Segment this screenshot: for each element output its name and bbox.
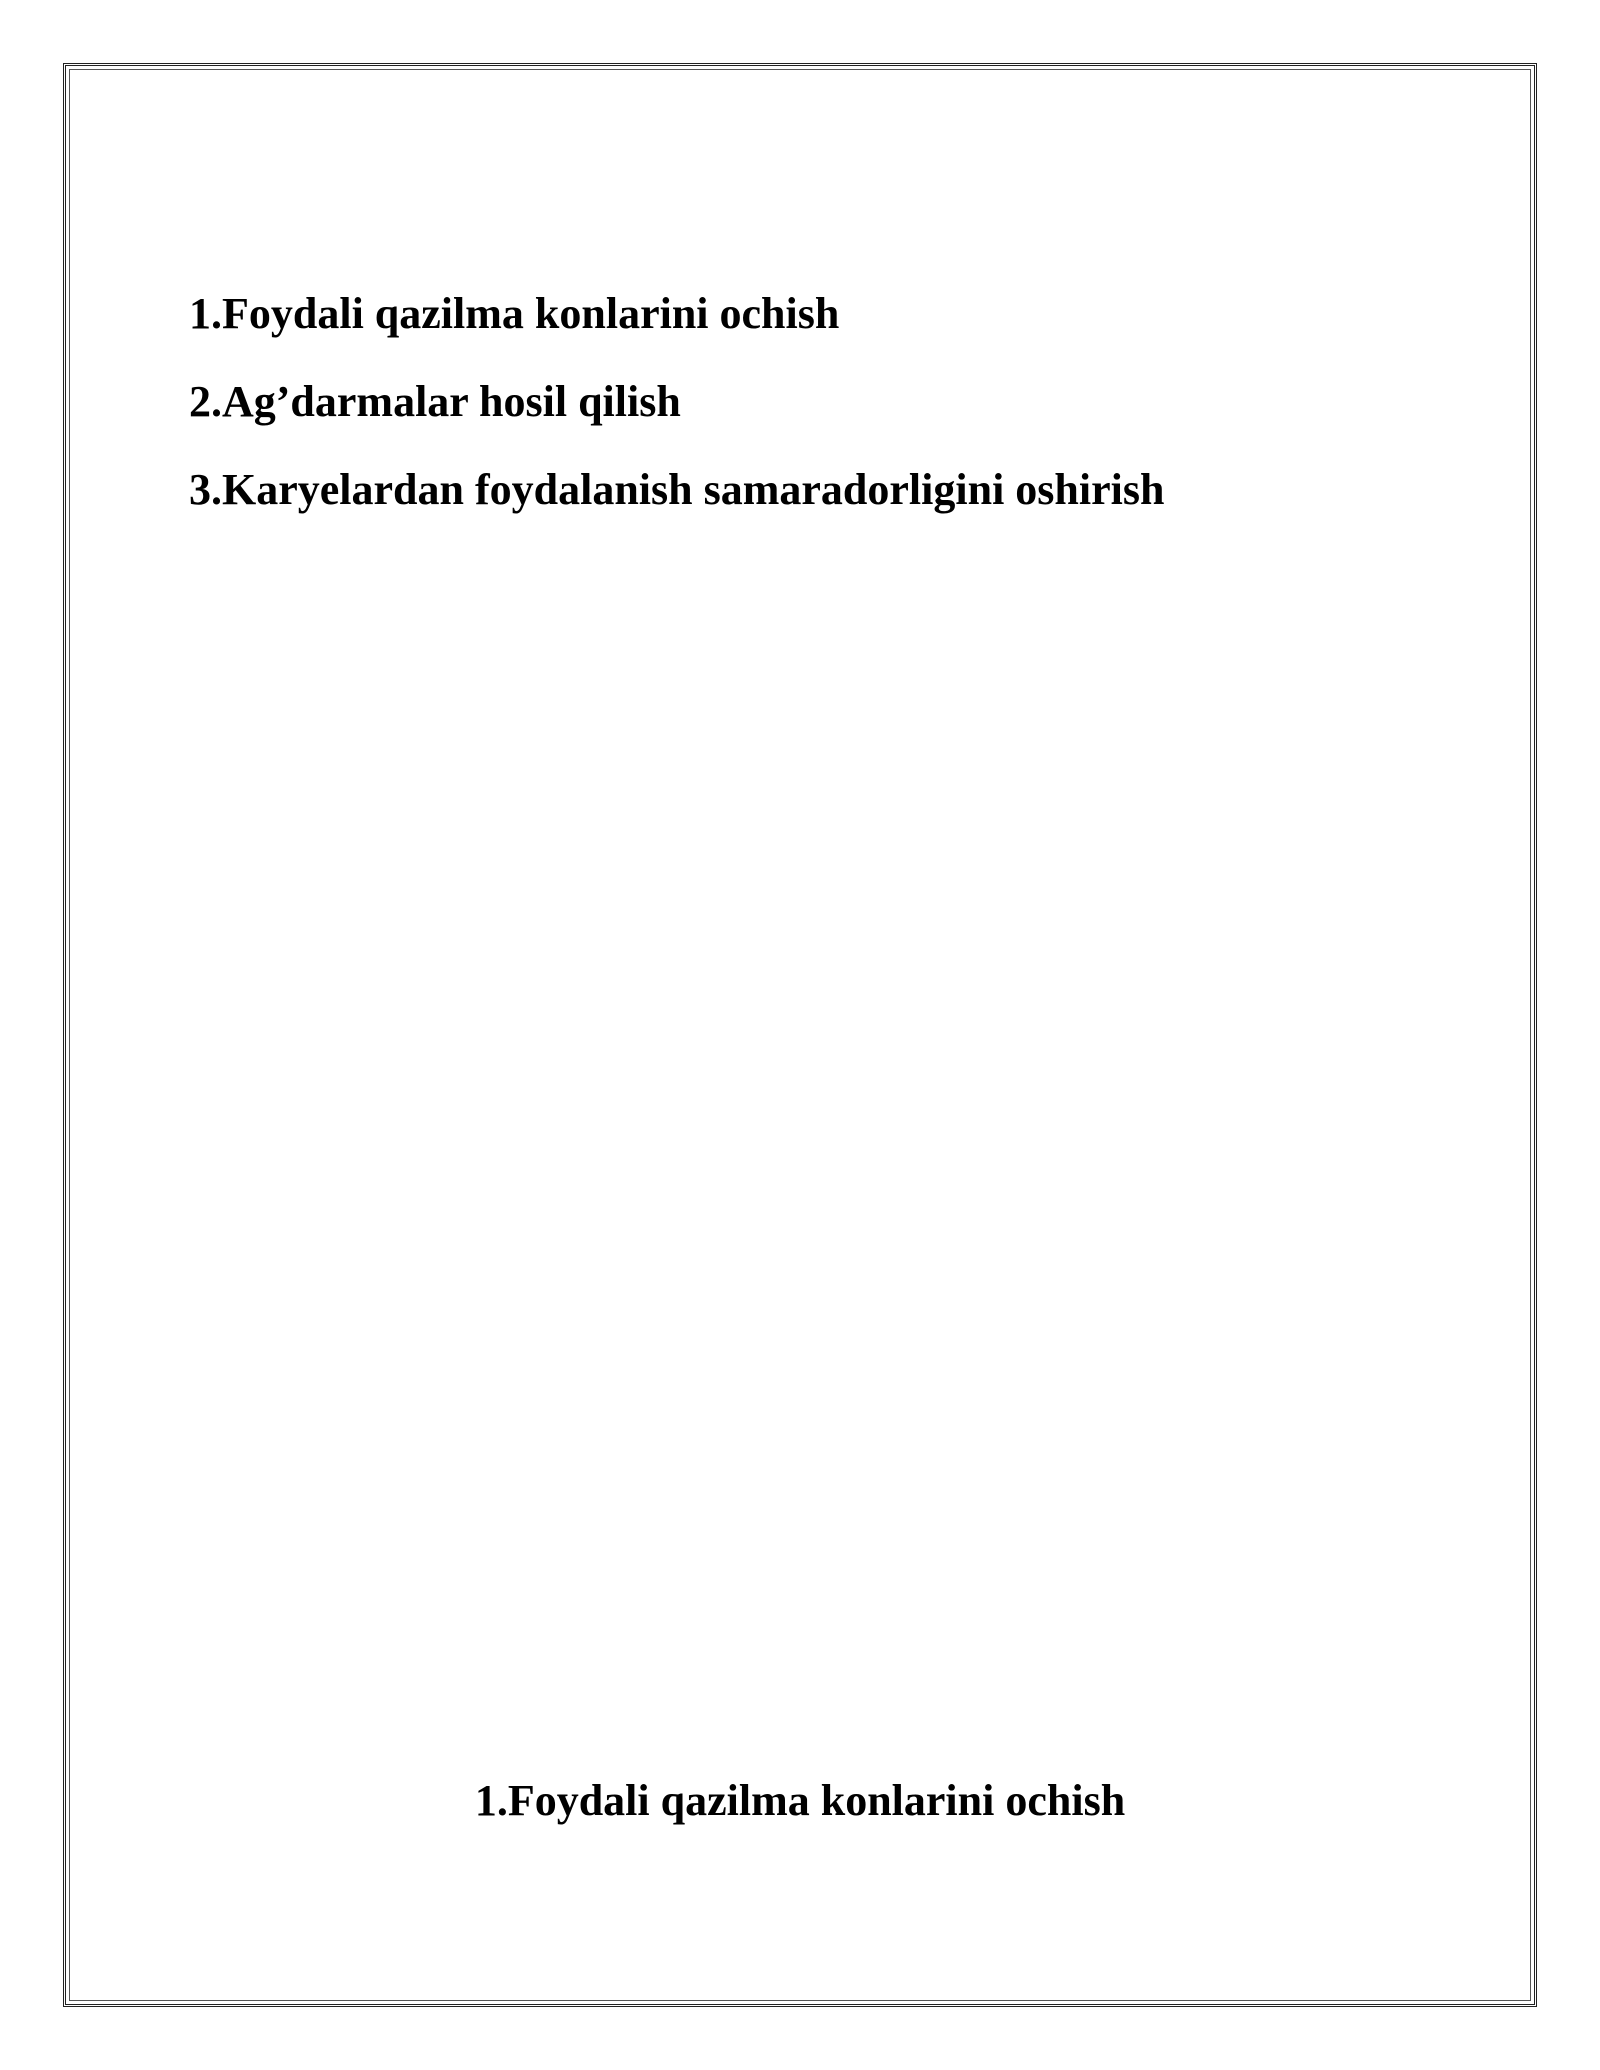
table-of-contents [189,270,1164,534]
section-heading: 1.Foydali qazilma konlarini ochish [474,1776,1126,1825]
toc-item-2: 2.Ag’darmalar hosil qilish [189,377,681,426]
toc-item-3: 3.Karyelardan foydalanish samaradorligini oshirish [189,465,1165,514]
toc-item-1: 1.Foydali qazilma konlarini ochish [189,289,840,338]
